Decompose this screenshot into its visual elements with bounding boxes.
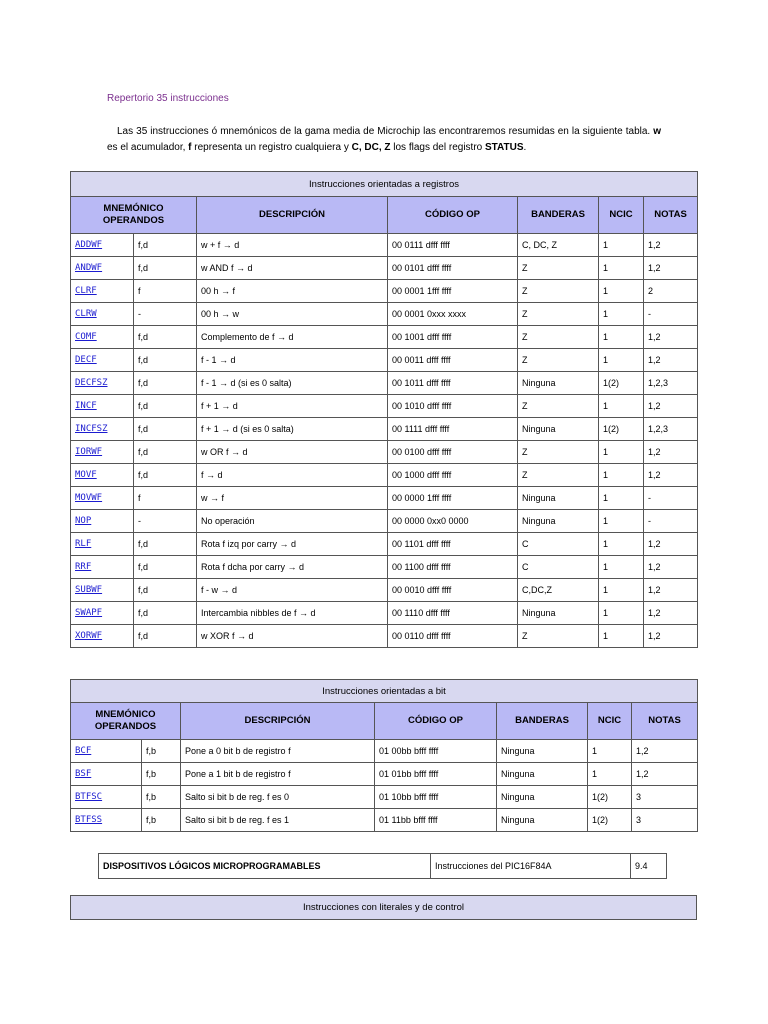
table-row — [71, 257, 698, 280]
ncic-cell: 1(2) — [588, 809, 632, 832]
ncic-cell: 1 — [599, 395, 644, 418]
table-row — [71, 533, 698, 556]
table-row — [71, 372, 698, 395]
operands-cell: f,d — [134, 418, 197, 441]
intro-flags: C, DC, Z — [351, 142, 391, 153]
ncic-cell: 1 — [599, 326, 644, 349]
table-row — [71, 418, 698, 441]
description-cell: w → f — [197, 487, 388, 510]
table-row — [71, 510, 698, 533]
flags-cell: Z — [518, 441, 599, 464]
table-row — [71, 579, 698, 602]
operands-cell: f,d — [134, 349, 197, 372]
mnemonic-link[interactable]: INCFSZ — [71, 418, 134, 441]
operands-cell: f,d — [134, 464, 197, 487]
description-cell: Pone a 0 bit b de registro f — [181, 740, 375, 763]
opcode-cell: 01 00bb bfff ffff — [375, 740, 497, 763]
opcode-cell: 01 11bb bfff ffff — [375, 809, 497, 832]
mnemonic-link[interactable]: BSF — [71, 763, 142, 786]
operands-cell: f,d — [134, 234, 197, 257]
opcode-cell: 00 1100 dfff ffff — [388, 556, 518, 579]
intro-text: . — [523, 142, 527, 153]
notes-cell: 1,2 — [632, 740, 698, 763]
ncic-cell: 1(2) — [599, 418, 644, 441]
table-row — [71, 234, 698, 257]
operands-cell: f — [134, 487, 197, 510]
opcode-cell: 00 0111 dfff ffff — [388, 234, 518, 257]
intro-text: Las 35 instrucciones ó mnemónicos de la gama media de Microchip las encontraremos resumidas en la siguiente tabla. — [117, 126, 654, 137]
intro-f: f — [188, 142, 192, 153]
footer-course: DISPOSITIVOS LÓGICOS MICROPROGRAMABLES — [99, 854, 431, 879]
description-cell: Complemento de f → d — [197, 326, 388, 349]
description-cell: Pone a 1 bit b de registro f — [181, 763, 375, 786]
ncic-cell: 1 — [599, 257, 644, 280]
mnemonic-link[interactable]: CLRW — [71, 303, 134, 326]
operands-cell: f,b — [142, 786, 181, 809]
intro-w: w — [653, 126, 661, 137]
opcode-cell: 01 01bb bfff ffff — [375, 763, 497, 786]
col-notes: NOTAS — [632, 703, 698, 740]
notes-cell: 1,2,3 — [644, 418, 698, 441]
mnemonic-link[interactable]: MOVF — [71, 464, 134, 487]
description-cell: w XOR f → d — [197, 625, 388, 648]
ncic-cell: 1 — [599, 234, 644, 257]
ncic-cell: 1 — [599, 464, 644, 487]
mnemonic-link[interactable]: RRF — [71, 556, 134, 579]
opcode-cell: 00 0010 dfff ffff — [388, 579, 518, 602]
description-cell: f + 1 → d — [197, 395, 388, 418]
notes-cell: 1,2 — [644, 349, 698, 372]
flags-cell: Z — [518, 280, 599, 303]
description-cell: f - w → d — [197, 579, 388, 602]
flags-cell: Ninguna — [518, 510, 599, 533]
description-cell: w AND f → d — [197, 257, 388, 280]
col-ncic: NCIC — [599, 197, 644, 234]
mnemonic-link[interactable]: INCF — [71, 395, 134, 418]
col-opcode: CÓDIGO OP — [388, 197, 518, 234]
flags-cell: Ninguna — [497, 740, 588, 763]
opcode-cell: 00 0011 dfff ffff — [388, 349, 518, 372]
notes-cell: 1,2 — [644, 257, 698, 280]
flags-cell: Ninguna — [497, 786, 588, 809]
notes-cell: 1,2 — [644, 602, 698, 625]
description-cell: w + f → d — [197, 234, 388, 257]
flags-cell: Ninguna — [518, 372, 599, 395]
col-mnemonic: MNEMÓNICO OPERANDOS — [71, 703, 181, 740]
operands-cell: f,b — [142, 763, 181, 786]
ncic-cell: 1 — [588, 763, 632, 786]
ncic-cell: 1 — [599, 556, 644, 579]
notes-cell: - — [644, 303, 698, 326]
mnemonic-link[interactable]: COMF — [71, 326, 134, 349]
register-instructions-table — [70, 171, 698, 648]
table-row — [71, 809, 698, 832]
ncic-cell: 1 — [599, 579, 644, 602]
table-row — [71, 441, 698, 464]
flags-cell: Ninguna — [497, 763, 588, 786]
flags-cell: C,DC,Z — [518, 579, 599, 602]
notes-cell: 1,2 — [632, 763, 698, 786]
operands-cell: f — [134, 280, 197, 303]
ncic-cell: 1 — [599, 349, 644, 372]
ncic-cell: 1 — [599, 625, 644, 648]
operands-cell: f,d — [134, 395, 197, 418]
notes-cell: 1,2 — [644, 326, 698, 349]
opcode-cell: 00 0001 1fff ffff — [388, 280, 518, 303]
table-row — [71, 464, 698, 487]
opcode-cell: 00 1010 dfff ffff — [388, 395, 518, 418]
description-cell: f → d — [197, 464, 388, 487]
table-row — [71, 740, 698, 763]
flags-cell: Z — [518, 326, 599, 349]
description-cell: No operación — [197, 510, 388, 533]
operands-cell: f,d — [134, 625, 197, 648]
col-mnemonic: MNEMÓNICO OPERANDOS — [71, 197, 197, 234]
mnemonic-link[interactable]: RLF — [71, 533, 134, 556]
description-cell: 00 h → f — [197, 280, 388, 303]
notes-cell: 1,2 — [644, 441, 698, 464]
notes-cell: 1,2 — [644, 625, 698, 648]
notes-cell: - — [644, 510, 698, 533]
table-title: Instrucciones orientadas a registros — [71, 172, 698, 197]
notes-cell: 3 — [632, 786, 698, 809]
table-title: Instrucciones con literales y de control — [71, 896, 697, 920]
description-cell: 00 h → w — [197, 303, 388, 326]
literal-instructions-table — [70, 895, 697, 920]
table-row — [71, 625, 698, 648]
footer-chapter: Instrucciones del PIC16F84A — [431, 854, 631, 879]
table-row — [71, 349, 698, 372]
table-title: Instrucciones orientadas a bit — [71, 680, 698, 703]
table-row — [71, 395, 698, 418]
col-opcode: CÓDIGO OP — [375, 703, 497, 740]
description-cell: f - 1 → d — [197, 349, 388, 372]
opcode-cell: 00 0000 0xx0 0000 — [388, 510, 518, 533]
col-flags: BANDERAS — [497, 703, 588, 740]
flags-cell: C — [518, 533, 599, 556]
mnemonic-link[interactable]: CLRF — [71, 280, 134, 303]
opcode-cell: 00 0100 dfff ffff — [388, 441, 518, 464]
ncic-cell: 1(2) — [588, 786, 632, 809]
description-cell: f - 1 → d (si es 0 salta) — [197, 372, 388, 395]
flags-cell: Ninguna — [518, 487, 599, 510]
operands-cell: f,d — [134, 579, 197, 602]
ncic-cell: 1 — [599, 441, 644, 464]
mnemonic-link[interactable]: NOP — [71, 510, 134, 533]
notes-cell: 1,2,3 — [644, 372, 698, 395]
ncic-cell: 1 — [599, 303, 644, 326]
flags-cell: Z — [518, 257, 599, 280]
opcode-cell: 00 1001 dfff ffff — [388, 326, 518, 349]
ncic-cell: 1 — [599, 510, 644, 533]
operands-cell: f,d — [134, 602, 197, 625]
operands-cell: f,b — [142, 740, 181, 763]
flags-cell: Ninguna — [518, 602, 599, 625]
intro-text: representa un registro cualquiera y — [191, 142, 352, 153]
notes-cell: - — [644, 487, 698, 510]
ncic-cell: 1 — [599, 602, 644, 625]
table-row — [71, 303, 698, 326]
ncic-cell: 1(2) — [599, 372, 644, 395]
mnemonic-link[interactable]: IORWF — [71, 441, 134, 464]
opcode-cell: 00 0001 0xxx xxxx — [388, 303, 518, 326]
section-heading: Repertorio 35 instrucciones — [107, 93, 229, 104]
table-row — [71, 602, 698, 625]
flags-cell: C, DC, Z — [518, 234, 599, 257]
description-cell: Rota f izq por carry → d — [197, 533, 388, 556]
table-row — [71, 280, 698, 303]
notes-cell: 1,2 — [644, 464, 698, 487]
operands-cell: - — [134, 510, 197, 533]
intro-paragraph — [107, 124, 661, 156]
notes-cell: 1,2 — [644, 556, 698, 579]
description-cell: Intercambia nibbles de f → d — [197, 602, 388, 625]
description-cell: Rota f dcha por carry → d — [197, 556, 388, 579]
notes-cell: 1,2 — [644, 579, 698, 602]
page-footer — [98, 853, 667, 879]
intro-text: es el acumulador, — [107, 142, 189, 153]
operands-cell: f,d — [134, 533, 197, 556]
opcode-cell: 00 0101 dfff ffff — [388, 257, 518, 280]
notes-cell: 3 — [632, 809, 698, 832]
notes-cell: 1,2 — [644, 234, 698, 257]
operands-cell: f,d — [134, 556, 197, 579]
mnemonic-link[interactable]: SUBWF — [71, 579, 134, 602]
notes-cell: 2 — [644, 280, 698, 303]
flags-cell: Ninguna — [518, 418, 599, 441]
operands-cell: f,d — [134, 257, 197, 280]
flags-cell: Z — [518, 625, 599, 648]
intro-status: STATUS — [485, 142, 524, 153]
ncic-cell: 1 — [599, 487, 644, 510]
col-notes: NOTAS — [644, 197, 698, 234]
operands-cell: f,b — [142, 809, 181, 832]
mnemonic-link[interactable]: XORWF — [71, 625, 134, 648]
opcode-cell: 00 1110 dfff ffff — [388, 602, 518, 625]
footer-page-number: 9.4 — [631, 854, 667, 879]
mnemonic-link[interactable]: MOVWF — [71, 487, 134, 510]
mnemonic-link[interactable]: ANDWF — [71, 257, 134, 280]
flags-cell: Z — [518, 349, 599, 372]
opcode-cell: 00 1000 dfff ffff — [388, 464, 518, 487]
intro-text: los flags del registro — [390, 142, 485, 153]
opcode-cell: 00 1011 dfff ffff — [388, 372, 518, 395]
table-row — [71, 487, 698, 510]
mnemonic-link[interactable]: BTFSS — [71, 809, 142, 832]
description-cell: f + 1 → d (si es 0 salta) — [197, 418, 388, 441]
table-row — [71, 556, 698, 579]
col-ncic: NCIC — [588, 703, 632, 740]
mnemonic-link[interactable]: SWAPF — [71, 602, 134, 625]
col-description: DESCRIPCIÓN — [197, 197, 388, 234]
flags-cell: Z — [518, 395, 599, 418]
opcode-cell: 00 0000 1fff ffff — [388, 487, 518, 510]
flags-cell: C — [518, 556, 599, 579]
mnemonic-link[interactable]: ADDWF — [71, 234, 134, 257]
description-cell: w OR f → d — [197, 441, 388, 464]
table-row — [71, 326, 698, 349]
table-row — [71, 786, 698, 809]
operands-cell: - — [134, 303, 197, 326]
col-flags: BANDERAS — [518, 197, 599, 234]
flags-cell: Ninguna — [497, 809, 588, 832]
description-cell: Salto si bit b de reg. f es 1 — [181, 809, 375, 832]
mnemonic-link[interactable]: BCF — [71, 740, 142, 763]
opcode-cell: 00 1111 dfff ffff — [388, 418, 518, 441]
opcode-cell: 00 0110 dfff ffff — [388, 625, 518, 648]
flags-cell: Z — [518, 464, 599, 487]
notes-cell: 1,2 — [644, 533, 698, 556]
bit-instructions-table — [70, 679, 698, 832]
notes-cell: 1,2 — [644, 395, 698, 418]
mnemonic-link[interactable]: DECF — [71, 349, 134, 372]
ncic-cell: 1 — [599, 533, 644, 556]
ncic-cell: 1 — [599, 280, 644, 303]
operands-cell: f,d — [134, 441, 197, 464]
ncic-cell: 1 — [588, 740, 632, 763]
operands-cell: f,d — [134, 326, 197, 349]
opcode-cell: 01 10bb bfff ffff — [375, 786, 497, 809]
description-cell: Salto si bit b de reg. f es 0 — [181, 786, 375, 809]
operands-cell: f,d — [134, 372, 197, 395]
table-row — [71, 763, 698, 786]
opcode-cell: 00 1101 dfff ffff — [388, 533, 518, 556]
flags-cell: Z — [518, 303, 599, 326]
col-description: DESCRIPCIÓN — [181, 703, 375, 740]
mnemonic-link[interactable]: BTFSC — [71, 786, 142, 809]
mnemonic-link[interactable]: DECFSZ — [71, 372, 134, 395]
